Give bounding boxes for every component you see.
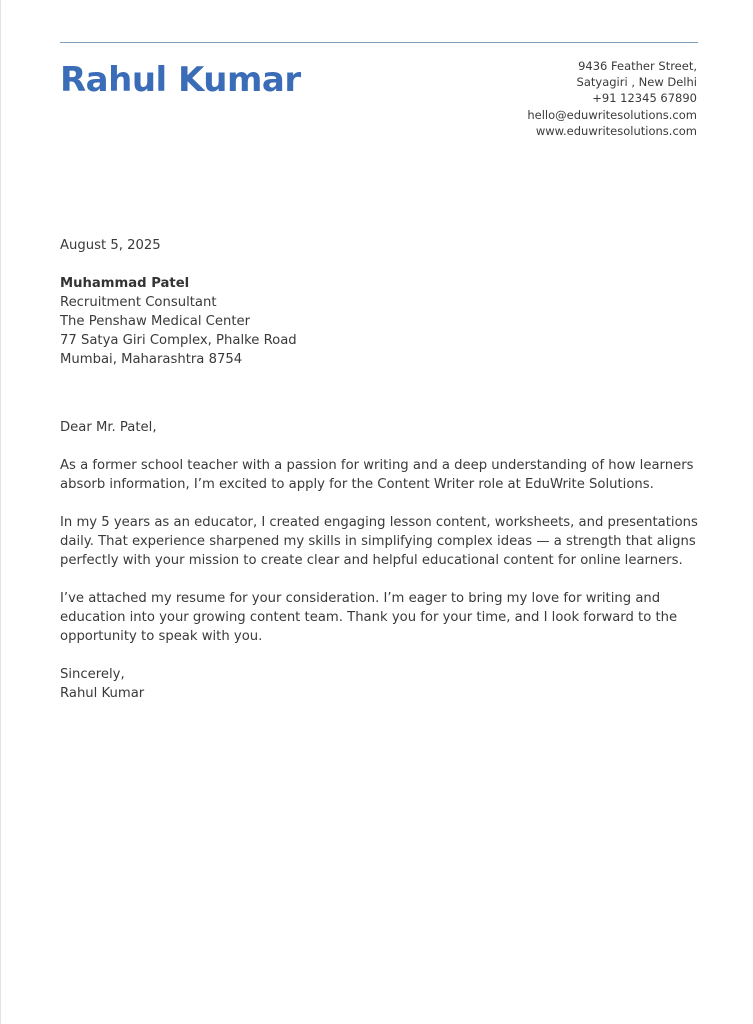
closing: Sincerely, bbox=[60, 667, 125, 682]
sender-website: www.eduwritesolutions.com bbox=[535, 123, 697, 138]
paragraph-text: I’ve attached my resume for your consideration. I’m eager to bring my love for writing and education into your growing content team. Thank you for your time, and I look forward to the opportunity to speak with you. bbox=[60, 591, 678, 644]
recipient-organization: The Penshaw Medical Center bbox=[60, 314, 251, 329]
recipient-address-line2: Mumbai, Maharashtra 8754 bbox=[60, 352, 243, 367]
signature-name: Rahul Kumar bbox=[60, 686, 145, 701]
header-rule bbox=[60, 42, 698, 43]
sender-name: Rahul Kumar bbox=[60, 60, 301, 100]
paragraph-text: As a former school teacher with a passion for writing and a deep understanding of how learners absorb information, I’m excited to apply for the Content Writer role at EduWrite Solutions. bbox=[60, 458, 694, 492]
body-paragraph-3 bbox=[60, 589, 700, 646]
recipient-address-line1: 77 Satya Giri Complex, Phalke Road bbox=[60, 333, 297, 348]
letter-date: August 5, 2025 bbox=[60, 238, 161, 253]
sender-contact-block bbox=[527, 58, 697, 139]
salutation: Dear Mr. Patel, bbox=[60, 420, 157, 435]
recipient-title: Recruitment Consultant bbox=[60, 295, 217, 310]
sender-email: hello@eduwritesolutions.com bbox=[527, 107, 697, 122]
body-paragraph-2 bbox=[60, 513, 700, 570]
sender-address-line2: Satyagiri , New Delhi bbox=[576, 75, 697, 90]
recipient-block bbox=[60, 274, 700, 369]
body-paragraph-1 bbox=[60, 456, 700, 494]
sender-address-line1: 9436 Feather Street, bbox=[578, 59, 697, 73]
closing-block bbox=[60, 665, 700, 703]
recipient-name: Muhammad Patel bbox=[60, 276, 190, 291]
paragraph-text: In my 5 years as an educator, I created engaging lesson content, worksheets, and presentations daily. That experience sharpened my skills in simplifying complex ideas — a strength that aligns perfectly with your mission to create clear and helpful educational content for online learners. bbox=[60, 515, 698, 568]
sender-phone: +91 12345 67890 bbox=[592, 91, 697, 106]
